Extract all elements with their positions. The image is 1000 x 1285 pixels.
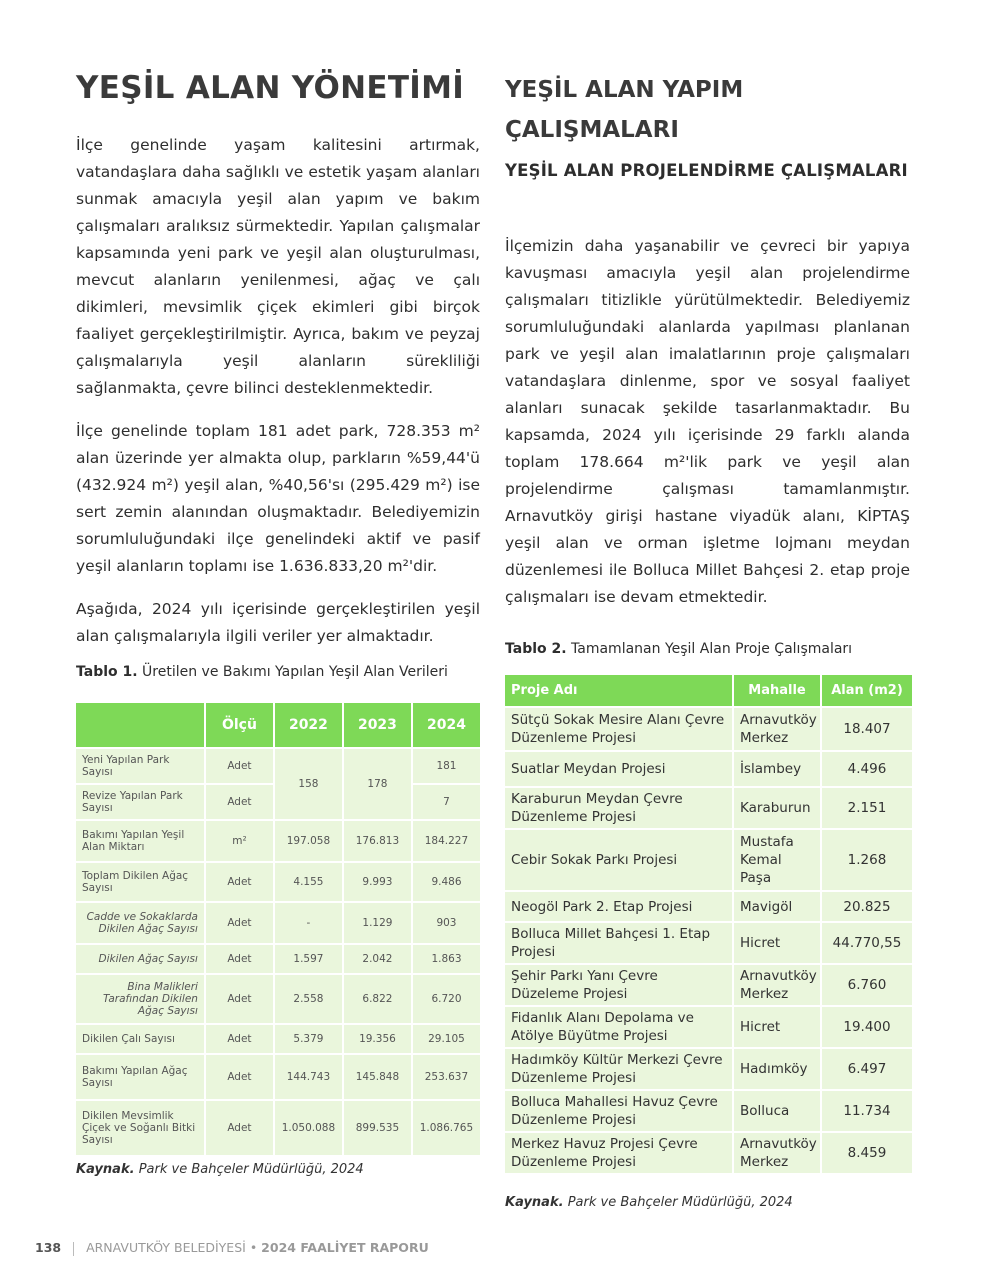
data-intro-paragraph: Aşağıda, 2024 yılı içerisinde gerçekleştirilen yeşil alan çalışmalarıyla ilgili veriler yer almaktadır. bbox=[76, 600, 480, 645]
project-area: 4.496 bbox=[822, 752, 912, 786]
row-label: Revize Yapılan Park Sayısı bbox=[76, 785, 204, 819]
table-row bbox=[505, 1091, 912, 1131]
unit-cell: Adet bbox=[206, 785, 273, 819]
value-cell: 176.813 bbox=[344, 821, 411, 861]
project-name: Merkez Havuz Projesi Çevre Düzenleme Projesi bbox=[505, 1133, 732, 1173]
page-footer bbox=[35, 1240, 429, 1256]
projects-paragraph: İlçemizin daha yaşanabilir ve çevreci bir yapıya kavuşması amacıyla yeşil alan projelendirme çalışmaları titizlikle yürütülmektedir. Belediyemiz sorumluluğundaki alanlarda yapılması planlanan park ve yeşil alan imalatlarının proje çalışmaları vatandaşlara dinlenme, spor ve sosyal faaliyet alanları sunacak şekilde tasarlanmaktadır. Bu kapsamda, 2024 yılı içerisinde 29 farklı alanda toplam 178.664 m²'lik park ve yeşil alan projelendirme çalışması tamamlanmıştır. Arnavutköy girişi hastane viyadük alanı, KİPTAŞ yeşil alan ve orman işletme lojmanı meydan düzenlemesi ile Bolluca Millet Bahçesi 2. etap proje çalışmaları ise devam etmektedir. bbox=[505, 237, 910, 606]
source-label: Kaynak. bbox=[505, 1195, 564, 1210]
header-cell: 2022 bbox=[275, 703, 342, 747]
source-text: Park ve Bahçeler Müdürlüğü, 2024 bbox=[138, 1162, 364, 1177]
row-label: Dikilen Çalı Sayısı bbox=[76, 1025, 204, 1053]
value-cell: 2.558 bbox=[275, 975, 342, 1023]
table-row bbox=[76, 903, 480, 943]
table-row bbox=[505, 830, 912, 890]
project-area: 44.770,55 bbox=[822, 923, 912, 963]
value-cell: 899.535 bbox=[344, 1101, 411, 1155]
value-cell: 9.993 bbox=[344, 863, 411, 901]
value-cell: 181 bbox=[413, 749, 480, 783]
row-label: Dikilen Ağaç Sayısı bbox=[76, 945, 204, 973]
project-area: 2.151 bbox=[822, 788, 912, 828]
table-row bbox=[505, 892, 912, 921]
project-area: 1.268 bbox=[822, 830, 912, 890]
project-area: 20.825 bbox=[822, 892, 912, 921]
project-name: Cebir Sokak Parkı Projesi bbox=[505, 830, 732, 890]
table-row bbox=[505, 752, 912, 786]
unit-cell: Adet bbox=[206, 863, 273, 901]
green-area-data-table bbox=[74, 701, 482, 1157]
value-cell: 158 bbox=[275, 749, 342, 819]
header-cell: 2023 bbox=[344, 703, 411, 747]
unit-cell: Adet bbox=[206, 945, 273, 973]
value-cell: 1.597 bbox=[275, 945, 342, 973]
header-cell: 2024 bbox=[413, 703, 480, 747]
value-cell: 19.356 bbox=[344, 1025, 411, 1053]
table-row bbox=[76, 863, 480, 901]
value-cell: 1.129 bbox=[344, 903, 411, 943]
project-area: 6.760 bbox=[822, 965, 912, 1005]
project-area: 18.407 bbox=[822, 708, 912, 750]
table-row bbox=[505, 788, 912, 828]
project-name: Bolluca Millet Bahçesi 1. Etap Projesi bbox=[505, 923, 732, 963]
value-cell: 145.848 bbox=[344, 1055, 411, 1099]
header-project-name: Proje Adı bbox=[505, 675, 732, 706]
unit-cell: Adet bbox=[206, 903, 273, 943]
table1-source bbox=[76, 1162, 364, 1177]
project-area: 19.400 bbox=[822, 1007, 912, 1047]
projects-table bbox=[503, 673, 914, 1175]
project-district: Hadımköy bbox=[734, 1049, 820, 1089]
source-text: Park ve Bahçeler Müdürlüğü, 2024 bbox=[567, 1195, 793, 1210]
project-name: Şehir Parkı Yanı Çevre Düzeleme Projesi bbox=[505, 965, 732, 1005]
subsection-title: YEŞİL ALAN PROJELENDİRME ÇALIŞMALARI bbox=[505, 161, 908, 180]
value-cell: 4.155 bbox=[275, 863, 342, 901]
table-row bbox=[505, 965, 912, 1005]
header-area: Alan (m2) bbox=[822, 675, 912, 706]
unit-cell: m² bbox=[206, 821, 273, 861]
row-label: Bakımı Yapılan Yeşil Alan Miktarı bbox=[76, 821, 204, 861]
table2-caption-text: Tamamlanan Yeşil Alan Proje Çalışmaları bbox=[571, 641, 853, 657]
table-header-row bbox=[505, 675, 912, 706]
table-row bbox=[505, 1049, 912, 1089]
project-name: Sütçü Sokak Mesire Alanı Çevre Düzenleme Projesi bbox=[505, 708, 732, 750]
table2-caption bbox=[505, 641, 852, 657]
project-district: Hicret bbox=[734, 923, 820, 963]
table1-caption-label: Tablo 1. bbox=[76, 664, 138, 680]
value-cell: 5.379 bbox=[275, 1025, 342, 1053]
intro-paragraph: İlçe genelinde yaşam kalitesini artırmak, vatandaşlara daha sağlıklı ve estetik yaşam alanları sunmak amacıyla yeşil alan yapım ve bakım çalışmaları aralıksız sürmektedir. Yapılan çalışmalar kapsamında yeni park ve yeşil alan oluşturulması, mevcut alanların yenilenmesi, ağaç ve çalı dikimleri, mevsimlik çiçek ekimleri gibi birçok faaliyet gerçekleştirilmiştir. Ayrıca, bakım ve peyzaj çalışmalarıyla yeşil alanların sürekliliği sağlanmakta, çevre bilinci desteklenmektedir. bbox=[76, 136, 480, 397]
table-row bbox=[76, 821, 480, 861]
project-area: 8.459 bbox=[822, 1133, 912, 1173]
value-cell: - bbox=[275, 903, 342, 943]
project-district: Mustafa Kemal Paşa bbox=[734, 830, 820, 890]
unit-cell: Adet bbox=[206, 1101, 273, 1155]
section-title-right: YEŞİL ALAN YAPIM ÇALIŞMALARI bbox=[505, 77, 744, 143]
table-row bbox=[505, 708, 912, 750]
unit-cell: Adet bbox=[206, 1025, 273, 1053]
row-label: Dikilen Mevsimlik Çiçek ve Soğanlı Bitki Sayısı bbox=[76, 1101, 204, 1155]
table-row bbox=[76, 975, 480, 1023]
table-header-row bbox=[76, 703, 480, 747]
table-row bbox=[76, 1101, 480, 1155]
unit-cell: Adet bbox=[206, 749, 273, 783]
value-cell: 1.086.765 bbox=[413, 1101, 480, 1155]
project-district: Mavigöl bbox=[734, 892, 820, 921]
unit-cell: Adet bbox=[206, 1055, 273, 1099]
value-cell: 6.822 bbox=[344, 975, 411, 1023]
footer-org: ARNAVUTKÖY BELEDİYESİ bbox=[86, 1240, 246, 1255]
value-cell: 197.058 bbox=[275, 821, 342, 861]
value-cell: 6.720 bbox=[413, 975, 480, 1023]
park-stats-paragraph: İlçe genelinde toplam 181 adet park, 728.353 m² alan üzerinde yer almakta olup, parkların %59,44'ü (432.924 m²) yeşil alan, %40,56'sı (295.429 m²) ise sert zemin alanından oluşmaktadır. Belediyemizin sorumluluğundaki ilçe genelindeki aktif ve pasif yeşil alanların toplamı ise 1.636.833,20 m²'dir. bbox=[76, 422, 480, 575]
row-label: Bakımı Yapılan Ağaç Sayısı bbox=[76, 1055, 204, 1099]
table-row bbox=[505, 1007, 912, 1047]
header-cell bbox=[76, 703, 204, 747]
row-label: Toplam Dikilen Ağaç Sayısı bbox=[76, 863, 204, 901]
header-district: Mahalle bbox=[734, 675, 820, 706]
value-cell: 9.486 bbox=[413, 863, 480, 901]
value-cell: 2.042 bbox=[344, 945, 411, 973]
value-cell: 1.050.088 bbox=[275, 1101, 342, 1155]
project-area: 6.497 bbox=[822, 1049, 912, 1089]
project-name: Suatlar Meydan Projesi bbox=[505, 752, 732, 786]
table-row bbox=[76, 749, 480, 783]
project-district: Arnavutköy Merkez bbox=[734, 708, 820, 750]
page-number: 138 bbox=[35, 1240, 62, 1255]
project-district: Arnavutköy Merkez bbox=[734, 1133, 820, 1173]
table-row bbox=[76, 1025, 480, 1053]
value-cell: 1.863 bbox=[413, 945, 480, 973]
project-name: Fidanlık Alanı Depolama ve Atölye Büyütme Projesi bbox=[505, 1007, 732, 1047]
project-district: Arnavutköy Merkez bbox=[734, 965, 820, 1005]
project-district: Karaburun bbox=[734, 788, 820, 828]
project-district: Hicret bbox=[734, 1007, 820, 1047]
footer-dot: • bbox=[249, 1240, 258, 1255]
unit-cell: Adet bbox=[206, 975, 273, 1023]
project-area: 11.734 bbox=[822, 1091, 912, 1131]
project-district: Bolluca bbox=[734, 1091, 820, 1131]
value-cell: 903 bbox=[413, 903, 480, 943]
table-row bbox=[505, 1133, 912, 1173]
value-cell: 178 bbox=[344, 749, 411, 819]
row-label: Bina Malikleri Tarafından Dikilen Ağaç Sayısı bbox=[76, 975, 204, 1023]
row-label: Cadde ve Sokaklarda Dikilen Ağaç Sayısı bbox=[76, 903, 204, 943]
footer-divider bbox=[73, 1242, 74, 1256]
table-row bbox=[76, 1055, 480, 1099]
value-cell: 253.637 bbox=[413, 1055, 480, 1099]
project-name: Hadımköy Kültür Merkezi Çevre Düzenleme Projesi bbox=[505, 1049, 732, 1089]
project-name: Neogöl Park 2. Etap Projesi bbox=[505, 892, 732, 921]
table-row bbox=[505, 923, 912, 963]
value-cell: 144.743 bbox=[275, 1055, 342, 1099]
value-cell: 184.227 bbox=[413, 821, 480, 861]
table1-caption bbox=[76, 664, 448, 680]
footer-report: 2024 FAALİYET RAPORU bbox=[261, 1240, 429, 1255]
value-cell: 7 bbox=[413, 785, 480, 819]
source-label: Kaynak. bbox=[76, 1162, 135, 1177]
table-row bbox=[76, 945, 480, 973]
section-title: YEŞİL ALAN YÖNETİMİ bbox=[76, 70, 465, 106]
project-name: Karaburun Meydan Çevre Düzenleme Projesi bbox=[505, 788, 732, 828]
row-label: Yeni Yapılan Park Sayısı bbox=[76, 749, 204, 783]
header-cell: Ölçü bbox=[206, 703, 273, 747]
table1-caption-text: Üretilen ve Bakımı Yapılan Yeşil Alan Verileri bbox=[142, 664, 448, 680]
project-district: İslambey bbox=[734, 752, 820, 786]
project-name: Bolluca Mahallesi Havuz Çevre Düzenleme Projesi bbox=[505, 1091, 732, 1131]
value-cell: 29.105 bbox=[413, 1025, 480, 1053]
table2-source bbox=[505, 1195, 793, 1210]
table2-caption-label: Tablo 2. bbox=[505, 641, 567, 657]
